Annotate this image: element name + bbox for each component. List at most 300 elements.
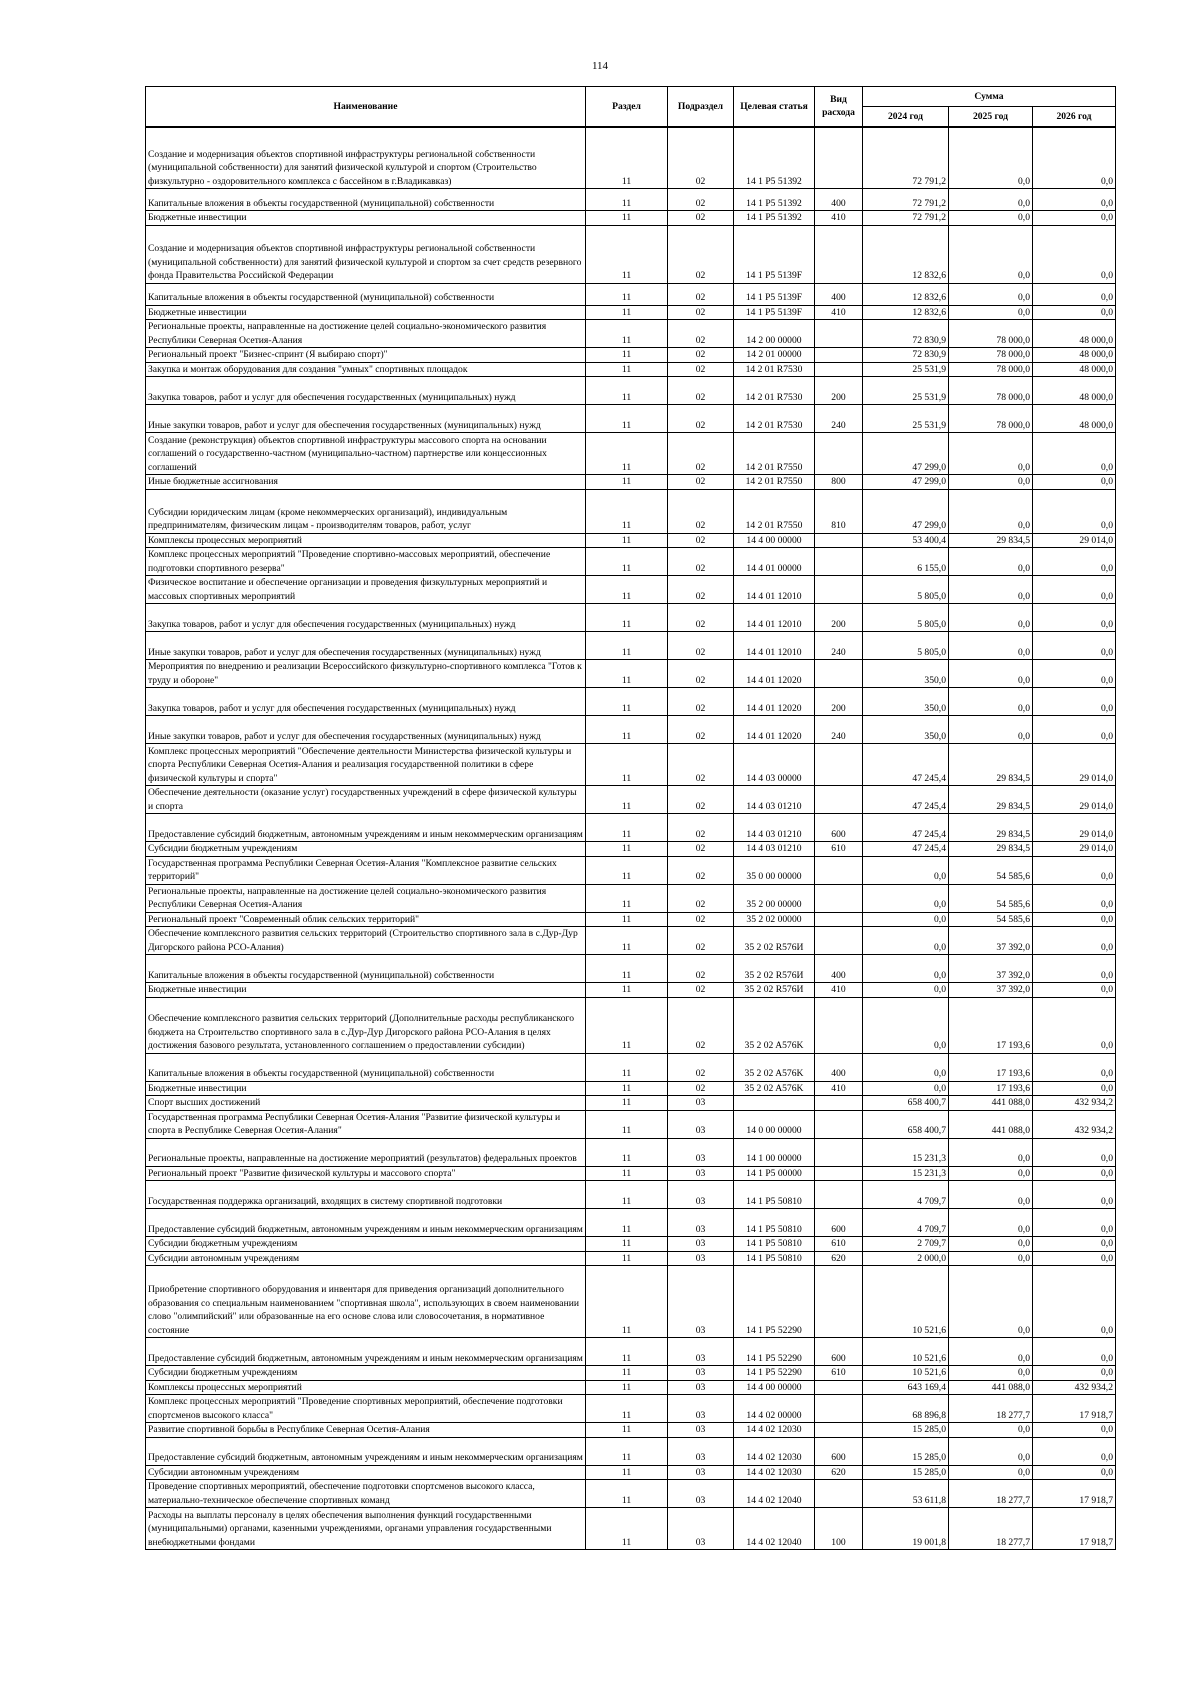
table-row <box>146 1096 1116 1111</box>
row-sum-2026: 29 014,0 <box>1033 744 1116 786</box>
table-row <box>146 1508 1116 1550</box>
row-podrazdel: 02 <box>668 189 734 211</box>
row-expense-type <box>815 1380 863 1395</box>
row-sum-2024: 15 231,3 <box>863 1166 949 1181</box>
row-sum-2026: 17 918,7 <box>1033 1395 1116 1423</box>
row-podrazdel: 02 <box>668 814 734 842</box>
col-header-sum: Сумма <box>863 87 1116 107</box>
row-target-article: 35 2 02 R576И <box>734 927 815 955</box>
row-podrazdel: 03 <box>668 1395 734 1423</box>
row-target-article: 14 4 02 12030 <box>734 1437 815 1465</box>
row-name: Закупка товаров, работ и услуг для обеспечения государственных (муниципальных) нужд <box>146 604 586 632</box>
row-razdel: 11 <box>586 912 668 927</box>
row-sum-2026: 0,0 <box>1033 856 1116 884</box>
row-razdel: 11 <box>586 1081 668 1096</box>
row-name: Субсидии бюджетным учреждениям <box>146 1366 586 1381</box>
table-row <box>146 1251 1116 1266</box>
row-sum-2024: 350,0 <box>863 660 949 688</box>
row-sum-2024: 47 245,4 <box>863 842 949 857</box>
row-target-article: 14 2 01 00000 <box>734 348 815 363</box>
row-sum-2026: 0,0 <box>1033 548 1116 576</box>
row-name: Закупка товаров, работ и услуг для обеспечения государственных (муниципальных) нужд <box>146 377 586 405</box>
row-sum-2025: 54 585,6 <box>949 856 1033 884</box>
row-name: Физическое воспитание и обеспечение организации и проведения физкультурных мероприятий и массовых спортивных мероприятий <box>146 576 586 604</box>
row-sum-2024: 10 521,6 <box>863 1338 949 1366</box>
row-razdel: 11 <box>586 433 668 475</box>
row-sum-2025: 0,0 <box>949 1423 1033 1438</box>
row-expense-type <box>815 927 863 955</box>
row-name: Региональные проекты, направленные на достижение мероприятий (результатов) федеральных проектов <box>146 1138 586 1166</box>
table-row <box>146 632 1116 660</box>
row-razdel: 11 <box>586 348 668 363</box>
row-razdel: 11 <box>586 983 668 998</box>
table-row <box>146 786 1116 814</box>
row-sum-2025: 0,0 <box>949 127 1033 189</box>
row-podrazdel: 02 <box>668 127 734 189</box>
row-expense-type: 610 <box>815 842 863 857</box>
row-sum-2024: 658 400,7 <box>863 1110 949 1138</box>
table-row <box>146 1138 1116 1166</box>
row-target-article: 14 4 02 00000 <box>734 1395 815 1423</box>
budget-table <box>145 86 1116 1550</box>
col-header-2026: 2026 год <box>1033 107 1116 127</box>
row-name: Бюджетные инвестиции <box>146 1081 586 1096</box>
row-sum-2025: 29 834,5 <box>949 814 1033 842</box>
row-sum-2024: 10 521,6 <box>863 1266 949 1338</box>
row-name: Субсидии бюджетным учреждениям <box>146 1237 586 1252</box>
row-expense-type: 410 <box>815 211 863 226</box>
row-expense-type: 240 <box>815 632 863 660</box>
row-expense-type <box>815 533 863 548</box>
row-sum-2024: 0,0 <box>863 927 949 955</box>
row-sum-2024: 25 531,9 <box>863 362 949 377</box>
row-sum-2026: 0,0 <box>1033 489 1116 533</box>
row-sum-2024: 47 245,4 <box>863 786 949 814</box>
row-expense-type: 610 <box>815 1237 863 1252</box>
table-row <box>146 912 1116 927</box>
row-razdel: 11 <box>586 127 668 189</box>
row-sum-2026: 0,0 <box>1033 1366 1116 1381</box>
row-name: Капитальные вложения в объекты государственной (муниципальной) собственности <box>146 189 586 211</box>
table-row <box>146 1338 1116 1366</box>
col-header-target: Целевая статья <box>734 87 815 127</box>
row-sum-2024: 6 155,0 <box>863 548 949 576</box>
row-podrazdel: 02 <box>668 305 734 320</box>
table-header <box>146 87 1116 127</box>
row-expense-type: 610 <box>815 1366 863 1381</box>
row-name: Обеспечение комплексного развития сельских территорий (Строительство спортивного зала в с.Дур-Дур Дигорского района РСО-Алания) <box>146 927 586 955</box>
row-name: Региональные проекты, направленные на достижение целей социально-экономического развития Республики Северная Осетия-Алания <box>146 320 586 348</box>
row-name: Создание и модернизация объектов спортивной инфраструктуры региональной собственности (муниципальной собственности) для занятий физической культурой и спортом за счет средств резервного фонда Правительства Российской Федерации <box>146 225 586 283</box>
table-row <box>146 548 1116 576</box>
row-podrazdel: 03 <box>668 1166 734 1181</box>
row-sum-2026: 0,0 <box>1033 632 1116 660</box>
row-name: Иные бюджетные ассигнования <box>146 475 586 490</box>
row-sum-2026: 0,0 <box>1033 305 1116 320</box>
row-podrazdel: 03 <box>668 1209 734 1237</box>
row-podrazdel: 02 <box>668 433 734 475</box>
row-podrazdel: 02 <box>668 348 734 363</box>
row-target-article: 14 4 01 12010 <box>734 604 815 632</box>
row-target-article: 14 2 01 R7530 <box>734 377 815 405</box>
row-sum-2024: 68 896,8 <box>863 1395 949 1423</box>
row-sum-2025: 0,0 <box>949 1266 1033 1338</box>
row-name: Создание (реконструкция) объектов спортивной инфраструктуры массового спорта на основании соглашений о государственно-частном (муниципально-частном) партнерстве или концессионных соглашений <box>146 433 586 475</box>
row-sum-2024: 47 299,0 <box>863 489 949 533</box>
row-expense-type: 620 <box>815 1251 863 1266</box>
row-razdel: 11 <box>586 688 668 716</box>
row-target-article: 14 2 01 R7550 <box>734 475 815 490</box>
row-target-article: 14 4 02 12030 <box>734 1465 815 1480</box>
row-target-article: 14 4 03 00000 <box>734 744 815 786</box>
row-podrazdel: 03 <box>668 1480 734 1508</box>
row-target-article: 14 4 00 00000 <box>734 533 815 548</box>
row-target-article: 14 4 02 12040 <box>734 1480 815 1508</box>
row-sum-2026: 0,0 <box>1033 1237 1116 1252</box>
row-expense-type: 100 <box>815 1508 863 1550</box>
table-row <box>146 744 1116 786</box>
row-sum-2024: 2 000,0 <box>863 1251 949 1266</box>
row-razdel: 11 <box>586 1338 668 1366</box>
row-name: Субсидии автономным учреждениям <box>146 1251 586 1266</box>
row-name: Субсидии автономным учреждениям <box>146 1465 586 1480</box>
row-target-article: 14 1 P5 50810 <box>734 1251 815 1266</box>
row-podrazdel: 03 <box>668 1181 734 1209</box>
row-sum-2026: 0,0 <box>1033 127 1116 189</box>
row-sum-2025: 37 392,0 <box>949 983 1033 998</box>
row-target-article: 14 1 P5 51392 <box>734 127 815 189</box>
row-expense-type: 200 <box>815 604 863 632</box>
row-razdel: 11 <box>586 604 668 632</box>
table-row <box>146 127 1116 189</box>
row-sum-2025: 0,0 <box>949 1209 1033 1237</box>
row-target-article <box>734 1096 815 1111</box>
row-expense-type <box>815 1395 863 1423</box>
table-row <box>146 283 1116 305</box>
row-target-article: 14 2 00 00000 <box>734 320 815 348</box>
row-expense-type <box>815 1138 863 1166</box>
row-sum-2024: 53 611,8 <box>863 1480 949 1508</box>
row-razdel: 11 <box>586 189 668 211</box>
row-name: Иные закупки товаров, работ и услуг для обеспечения государственных (муниципальных) нужд <box>146 632 586 660</box>
row-podrazdel: 03 <box>668 1437 734 1465</box>
row-podrazdel: 02 <box>668 320 734 348</box>
row-razdel: 11 <box>586 362 668 377</box>
table-row <box>146 1423 1116 1438</box>
row-sum-2024: 350,0 <box>863 716 949 744</box>
table-row <box>146 533 1116 548</box>
row-name: Спорт высших достижений <box>146 1096 586 1111</box>
row-sum-2024: 15 285,0 <box>863 1437 949 1465</box>
row-sum-2024: 12 832,6 <box>863 305 949 320</box>
row-podrazdel: 02 <box>668 576 734 604</box>
row-podrazdel: 02 <box>668 884 734 912</box>
table-row <box>146 1380 1116 1395</box>
row-sum-2026: 0,0 <box>1033 475 1116 490</box>
row-podrazdel: 02 <box>668 744 734 786</box>
row-podrazdel: 03 <box>668 1380 734 1395</box>
row-target-article: 35 2 02 R576И <box>734 983 815 998</box>
row-sum-2026: 0,0 <box>1033 1053 1116 1081</box>
row-name: Бюджетные инвестиции <box>146 983 586 998</box>
row-sum-2024: 53 400,4 <box>863 533 949 548</box>
row-razdel: 11 <box>586 1508 668 1550</box>
row-sum-2024: 0,0 <box>863 912 949 927</box>
row-razdel: 11 <box>586 1465 668 1480</box>
row-podrazdel: 02 <box>668 842 734 857</box>
row-sum-2025: 54 585,6 <box>949 912 1033 927</box>
row-sum-2026: 0,0 <box>1033 433 1116 475</box>
row-sum-2025: 78 000,0 <box>949 405 1033 433</box>
row-expense-type <box>815 912 863 927</box>
row-expense-type: 240 <box>815 716 863 744</box>
row-razdel: 11 <box>586 1181 668 1209</box>
row-sum-2024: 72 830,9 <box>863 348 949 363</box>
row-name: Приобретение спортивного оборудования и инвентаря для приведения организаций дополнительного образования со специальным наименованием "спортивная школа", использующих в своем наименовании слово "олимпийский" или образованные на его основе слова или словосочетания, в нормативное состояние <box>146 1266 586 1338</box>
table-row <box>146 688 1116 716</box>
row-podrazdel: 03 <box>668 1423 734 1438</box>
row-podrazdel: 02 <box>668 405 734 433</box>
row-name: Создание и модернизация объектов спортивной инфраструктуры региональной собственности (муниципальной собственности) для занятий физической культурой и спортом (Строительство физкультурно - оздоровительного комплекса с бассейном в г.Владикавказ) <box>146 127 586 189</box>
row-target-article: 14 2 01 R7530 <box>734 362 815 377</box>
row-razdel: 11 <box>586 744 668 786</box>
row-sum-2024: 47 245,4 <box>863 814 949 842</box>
row-expense-type: 400 <box>815 283 863 305</box>
row-expense-type <box>815 1480 863 1508</box>
row-name: Предоставление субсидий бюджетным, автономным учреждениям и иным некоммерческим организациям <box>146 1209 586 1237</box>
table-row <box>146 1110 1116 1138</box>
row-expense-type: 400 <box>815 189 863 211</box>
row-sum-2026: 29 014,0 <box>1033 814 1116 842</box>
row-target-article: 14 1 P5 5139F <box>734 283 815 305</box>
row-expense-type: 410 <box>815 983 863 998</box>
row-sum-2026: 48 000,0 <box>1033 405 1116 433</box>
row-sum-2024: 12 832,6 <box>863 283 949 305</box>
row-name: Комплекс процессных мероприятий "Проведение спортивно-массовых мероприятий, обеспечение подготовки спортивного резерва" <box>146 548 586 576</box>
row-name: Комплекс процессных мероприятий "Обеспечение деятельности Министерства физической культуры и спорта Республики Северная Осетия-Алания и реализация государственной политики в сфере физической культуры и спорта" <box>146 744 586 786</box>
table-row <box>146 475 1116 490</box>
row-podrazdel: 02 <box>668 211 734 226</box>
row-podrazdel: 03 <box>668 1237 734 1252</box>
row-target-article: 14 0 00 00000 <box>734 1110 815 1138</box>
row-sum-2024: 15 285,0 <box>863 1465 949 1480</box>
row-sum-2025: 0,0 <box>949 632 1033 660</box>
row-expense-type: 400 <box>815 955 863 983</box>
row-expense-type: 600 <box>815 1209 863 1237</box>
row-sum-2025: 0,0 <box>949 1465 1033 1480</box>
row-target-article: 35 2 02 00000 <box>734 912 815 927</box>
table-row <box>146 211 1116 226</box>
row-razdel: 11 <box>586 533 668 548</box>
row-sum-2024: 47 299,0 <box>863 433 949 475</box>
row-razdel: 11 <box>586 1437 668 1465</box>
row-podrazdel: 02 <box>668 377 734 405</box>
row-expense-type <box>815 433 863 475</box>
row-sum-2026: 29 014,0 <box>1033 842 1116 857</box>
row-name: Бюджетные инвестиции <box>146 211 586 226</box>
row-name: Предоставление субсидий бюджетным, автономным учреждениям и иным некоммерческим организациям <box>146 1437 586 1465</box>
row-razdel: 11 <box>586 856 668 884</box>
row-sum-2024: 47 245,4 <box>863 744 949 786</box>
table-row <box>146 1437 1116 1465</box>
row-sum-2026: 0,0 <box>1033 927 1116 955</box>
row-sum-2024: 0,0 <box>863 997 949 1053</box>
row-sum-2026: 0,0 <box>1033 688 1116 716</box>
row-target-article: 14 4 02 12040 <box>734 1508 815 1550</box>
row-sum-2025: 17 193,6 <box>949 1053 1033 1081</box>
table-row <box>146 1209 1116 1237</box>
row-podrazdel: 02 <box>668 225 734 283</box>
row-expense-type: 600 <box>815 1437 863 1465</box>
row-expense-type <box>815 660 863 688</box>
row-expense-type <box>815 225 863 283</box>
col-header-vid: Вид расхода <box>815 87 863 127</box>
row-sum-2025: 0,0 <box>949 1138 1033 1166</box>
row-target-article: 35 2 02 R576И <box>734 955 815 983</box>
row-expense-type: 400 <box>815 1053 863 1081</box>
row-sum-2026: 48 000,0 <box>1033 362 1116 377</box>
row-expense-type <box>815 1181 863 1209</box>
row-target-article: 14 4 02 12030 <box>734 1423 815 1438</box>
row-podrazdel: 03 <box>668 1096 734 1111</box>
table-row <box>146 1181 1116 1209</box>
row-sum-2024: 72 791,2 <box>863 189 949 211</box>
row-sum-2025: 0,0 <box>949 576 1033 604</box>
row-sum-2026: 48 000,0 <box>1033 348 1116 363</box>
row-razdel: 11 <box>586 475 668 490</box>
row-sum-2026: 0,0 <box>1033 884 1116 912</box>
row-razdel: 11 <box>586 786 668 814</box>
row-name: Региональный проект "Современный облик сельских территорий" <box>146 912 586 927</box>
table-row <box>146 225 1116 283</box>
row-expense-type: 200 <box>815 688 863 716</box>
table-row <box>146 884 1116 912</box>
row-podrazdel: 02 <box>668 362 734 377</box>
row-razdel: 11 <box>586 225 668 283</box>
row-sum-2026: 432 934,2 <box>1033 1110 1116 1138</box>
row-razdel: 11 <box>586 1209 668 1237</box>
row-sum-2025: 0,0 <box>949 433 1033 475</box>
col-header-podrazdel: Подраздел <box>668 87 734 127</box>
row-target-article: 35 2 02 A576K <box>734 1081 815 1096</box>
row-target-article: 14 4 00 00000 <box>734 1380 815 1395</box>
row-sum-2025: 0,0 <box>949 305 1033 320</box>
table-row <box>146 983 1116 998</box>
table-row <box>146 405 1116 433</box>
row-sum-2025: 0,0 <box>949 548 1033 576</box>
row-name: Государственная программа Республики Северная Осетия-Алания "Комплексное развитие сельских территорий" <box>146 856 586 884</box>
row-expense-type: 600 <box>815 814 863 842</box>
row-sum-2025: 18 277,7 <box>949 1395 1033 1423</box>
row-name: Комплексы процессных мероприятий <box>146 533 586 548</box>
row-sum-2026: 0,0 <box>1033 283 1116 305</box>
row-sum-2024: 2 709,7 <box>863 1237 949 1252</box>
table-row <box>146 489 1116 533</box>
row-sum-2024: 25 531,9 <box>863 405 949 433</box>
row-razdel: 11 <box>586 320 668 348</box>
row-sum-2026: 29 014,0 <box>1033 533 1116 548</box>
row-target-article: 14 4 01 12010 <box>734 576 815 604</box>
row-razdel: 11 <box>586 548 668 576</box>
row-podrazdel: 03 <box>668 1138 734 1166</box>
row-name: Расходы на выплаты персоналу в целях обеспечения выполнения функций государственными (муниципальными) органами, казенными учреждениями, органами управления государственными внебюджетными фондами <box>146 1508 586 1550</box>
row-target-article: 35 2 02 A576K <box>734 1053 815 1081</box>
row-razdel: 11 <box>586 1237 668 1252</box>
row-sum-2026: 432 934,2 <box>1033 1380 1116 1395</box>
row-razdel: 11 <box>586 283 668 305</box>
row-expense-type: 600 <box>815 1338 863 1366</box>
row-sum-2024: 47 299,0 <box>863 475 949 490</box>
table-row <box>146 604 1116 632</box>
row-sum-2025: 29 834,5 <box>949 786 1033 814</box>
row-name: Развитие спортивной борьбы в Республике Северная Осетия-Алания <box>146 1423 586 1438</box>
row-podrazdel: 03 <box>668 1251 734 1266</box>
row-razdel: 11 <box>586 1096 668 1111</box>
row-razdel: 11 <box>586 955 668 983</box>
row-expense-type: 800 <box>815 475 863 490</box>
table-row <box>146 1166 1116 1181</box>
row-target-article: 14 1 P5 51392 <box>734 189 815 211</box>
row-expense-type: 410 <box>815 1081 863 1096</box>
row-sum-2024: 5 805,0 <box>863 576 949 604</box>
page-number: 114 <box>591 60 609 72</box>
row-razdel: 11 <box>586 1266 668 1338</box>
row-razdel: 11 <box>586 842 668 857</box>
row-name: Капитальные вложения в объекты государственной (муниципальной) собственности <box>146 1053 586 1081</box>
row-target-article: 14 4 01 12020 <box>734 716 815 744</box>
row-target-article: 14 4 03 01210 <box>734 842 815 857</box>
row-target-article: 14 1 P5 52290 <box>734 1366 815 1381</box>
row-podrazdel: 02 <box>668 632 734 660</box>
row-sum-2026: 29 014,0 <box>1033 786 1116 814</box>
row-podrazdel: 02 <box>668 786 734 814</box>
row-sum-2025: 78 000,0 <box>949 377 1033 405</box>
row-target-article: 14 1 P5 52290 <box>734 1338 815 1366</box>
row-podrazdel: 02 <box>668 1053 734 1081</box>
row-sum-2024: 4 709,7 <box>863 1209 949 1237</box>
row-target-article: 14 2 01 R7550 <box>734 433 815 475</box>
row-sum-2024: 15 231,3 <box>863 1138 949 1166</box>
row-sum-2024: 0,0 <box>863 955 949 983</box>
row-name: Закупка и монтаж оборудования для создания "умных" спортивных площадок <box>146 362 586 377</box>
row-sum-2025: 37 392,0 <box>949 927 1033 955</box>
row-sum-2024: 0,0 <box>863 884 949 912</box>
row-podrazdel: 02 <box>668 660 734 688</box>
row-razdel: 11 <box>586 884 668 912</box>
row-name: Закупка товаров, работ и услуг для обеспечения государственных (муниципальных) нужд <box>146 688 586 716</box>
row-expense-type <box>815 127 863 189</box>
row-sum-2025: 0,0 <box>949 1366 1033 1381</box>
row-target-article: 14 4 03 01210 <box>734 786 815 814</box>
row-razdel: 11 <box>586 1166 668 1181</box>
row-target-article: 35 0 00 00000 <box>734 856 815 884</box>
row-sum-2025: 17 193,6 <box>949 997 1033 1053</box>
row-podrazdel: 02 <box>668 475 734 490</box>
row-razdel: 11 <box>586 1480 668 1508</box>
row-sum-2025: 17 193,6 <box>949 1081 1033 1096</box>
row-sum-2024: 15 285,0 <box>863 1423 949 1438</box>
col-header-razdel: Раздел <box>586 87 668 127</box>
row-sum-2026: 0,0 <box>1033 716 1116 744</box>
row-target-article: 14 2 01 R7530 <box>734 405 815 433</box>
row-podrazdel: 03 <box>668 1266 734 1338</box>
row-target-article: 35 2 00 00000 <box>734 884 815 912</box>
row-sum-2026: 0,0 <box>1033 1081 1116 1096</box>
row-sum-2026: 0,0 <box>1033 1465 1116 1480</box>
row-sum-2025: 441 088,0 <box>949 1110 1033 1138</box>
row-razdel: 11 <box>586 305 668 320</box>
row-sum-2026: 0,0 <box>1033 1138 1116 1166</box>
